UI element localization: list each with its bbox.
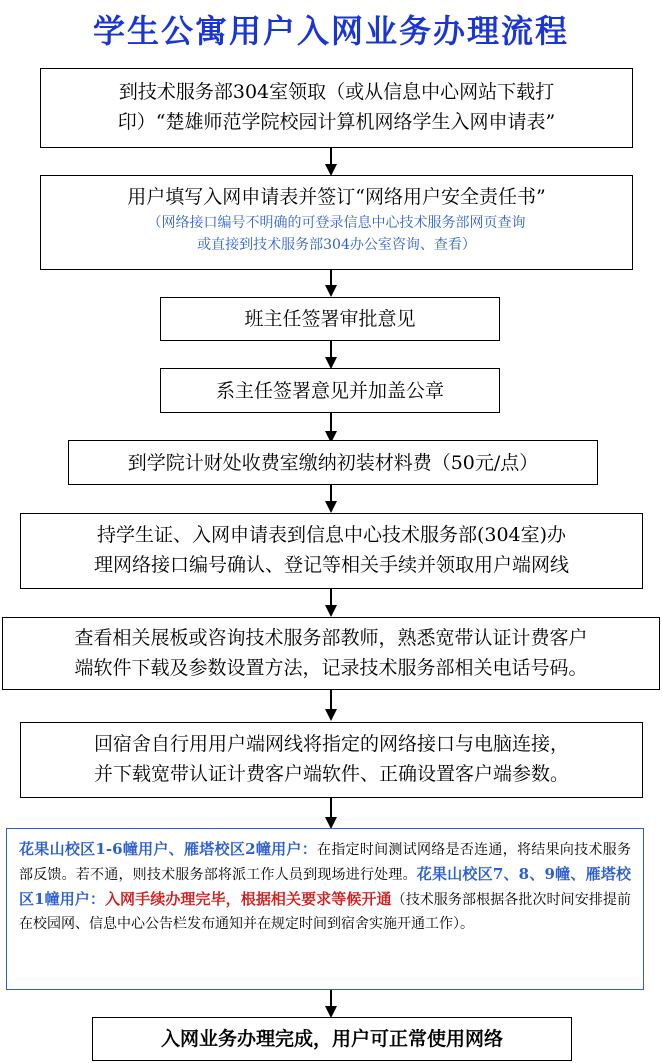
step-5-text: 到学院计财处收费室缴纳初装材料费（50元/点） [127, 452, 539, 474]
step-2-note-1: （网络接口编号不明确的可登录信息中心技术服务部网页查询 [147, 215, 526, 231]
step-4-box [160, 368, 500, 413]
step-7-line-2: 端软件下载及参数设置方法，记录技术服务部相关电话号码。 [74, 657, 588, 679]
step-6-line-2: 理网络接口编号确认、登记等相关手续并领取用户端网线 [93, 554, 569, 576]
step-9-highlight: 入网手续办理完毕，根据相关要求等候开通 [104, 890, 392, 908]
step-2-note-2: 或直接到技术服务部304办公室咨询、查看） [197, 237, 476, 253]
step-7-box [2, 617, 660, 690]
step-8-line-1: 回宿舍自行用用户端网线将指定的网络接口与电脑连接， [93, 733, 569, 755]
step-7-line-1: 查看相关展板或咨询技术服务部教师，熟悉宽带认证计费客户 [74, 627, 588, 649]
step-1-line-2: 印）“楚雄师范学院校园计算机网络学生入网申请表” [117, 111, 556, 133]
step-3-text: 班主任签署审批意见 [244, 308, 416, 330]
page-title: 学生公寓用户入网业务办理流程 [92, 12, 569, 50]
step-1-line-1: 到技术服务部304室领取（或从信息中心网站下载打 [118, 81, 555, 103]
step-2-line-1: 用户填写入网申请表并签订“网络用户安全责任书” [127, 186, 546, 208]
step-9-group-2-text: （技术服务部根据各批次时间安排提前在校园网、信息中心公告栏发布通知并在规定时间到宿舍实施开通工作）。 [19, 892, 631, 932]
step-6-line-1: 持学生证、入网申请表到信息中心技术服务部(304室)办 [96, 524, 567, 546]
step-2-box [40, 175, 633, 270]
step-8-box [20, 722, 643, 798]
step-9-group-1-label: 花果山校区1-6幢用户、雁塔校区2幢用户： [19, 840, 317, 858]
step-6-box [20, 513, 643, 589]
step-10-box [92, 1017, 572, 1061]
step-10-text: 入网业务办理完成，用户可正常使用网络 [160, 1028, 503, 1050]
step-8-line-2: 并下载宽带认证计费客户端软件、正确设置客户端参数。 [93, 763, 569, 785]
step-1-box [40, 68, 633, 148]
step-9-group-1-text: 在指定时间测试网络是否连通，将结果向技术服务部反馈。若不通，则技术服务部将派工作人员到现场进行处理。 [19, 842, 631, 883]
step-4-text: 系主任签署意见并加盖公章 [215, 380, 444, 402]
step-9-box [6, 828, 644, 990]
step-3-box [160, 297, 500, 341]
step-9-group-2-label: 花果山校区7、8、9幢、雁塔校区1幢用户： [19, 865, 632, 908]
step-5-box [68, 440, 598, 485]
